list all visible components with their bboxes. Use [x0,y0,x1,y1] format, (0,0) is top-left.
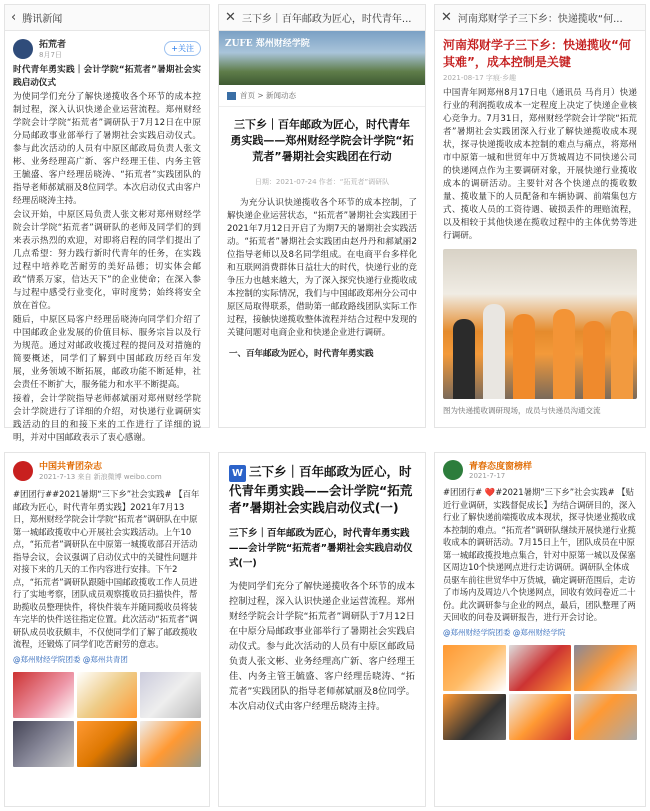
follow-button[interactable]: +关注 [164,41,201,56]
university-news-panel [218,4,426,428]
article-meta: 日期：2021-07-24 作者：“拓荒者”调研队 [254,178,390,186]
author-name[interactable]: 青春态度窗榜样 [469,462,533,472]
photo-thumb[interactable] [443,694,506,740]
article-title: 三下乡｜百年邮政为匠心，时代青年勇实践——郑州财经学院会计学院“拓荒者”暑期社会实践团在行动 [230,118,414,163]
photo-thumb[interactable] [140,672,201,718]
post-date: 8月7日 [39,51,62,59]
article-body [5,64,209,445]
close-icon[interactable]: ✕ [441,10,452,25]
campus-banner [219,31,425,85]
platform-badge: W [229,465,246,482]
survey-photo [443,249,637,399]
author-row [5,31,209,64]
youth-net-panel [434,4,646,428]
post-date: 2021-7-17 [469,472,506,480]
paragraph: 为使同学们充分了解快递揽收各个环节的成本控制过程，深入认识快递企业运营流程。郑州财经学院会计学院“拓荒者”调研队于7月12日在中原分局邮政事业部举行了暑期社会实践启动仪式。参与此次活动的人员有中原区邮政局负责人张文彬、业务经理高广新、客户经理王佳、内务主管王毓盛、客户经理岳晓涛、“拓荒者”实践团队的指导老师郝斌丽及8位同学。本次启动仪式由客户经理岳晓涛主持。 [13,92,201,206]
photo-caption: 图为快递揽收调研现场，成员与快递员沟通交流 [443,406,601,415]
headline: 时代青年勇实践｜会计学院“拓荒者”暑期社会实践启动仪式 [13,65,201,88]
paragraph: 为使同学们充分了解快递揽收各个环节的成本控制过程，深入认识快递企业运营流程。郑州财经学院会计学院“拓荒者”调研队于7月12日在中原分局邮政事业部举行了暑期社会实践启动仪式。参与此次活动的人员有中原区邮政局负责人张文彬、业务经理高广新、客户经理王佳、内务主管王毓盛、客户经理岳晓涛、“拓荒者”实践团队的指导老师郝斌丽及8位同学。本次启动仪式由客户经理岳晓涛主持。 [229,581,415,712]
university-logo: ZUFE 郑州财经学院 [225,39,310,49]
paragraph: 中国青年网郑州8月17日电（通讯员 马肖月）快递行业的利润揽收成本一定程度上决定了快递企业核心竞争力。7月31日，郑州财经学院会计学院“拓荒者”暑期社会实践团深入行业了解快递揽收成本现状，探寻快递揽收成本控制的难点与痛点，将郑州市中原第一城和世贸年中万货城周边不同快递公司的快递网点作为主要调研对象，开展快递行业揽收成本的调研活动。主要针对各个快递点的揽收数量、揽收量下的人员配备和车辆协调、前端集包方式、揽收人员的工资待遇、破损丢件的理赔流程，以及相较于其他快递在揽收过程中的主体优势等进行调研。 [443,88,637,241]
photo-thumb[interactable] [509,645,572,691]
wechat-article-panel [218,452,426,807]
bar-title: 河南郑财学子三下乡：快递揽收“何... [457,14,623,25]
top-bar [435,5,645,31]
avatar[interactable] [443,460,463,480]
author-name[interactable]: 中国共青团杂志 [39,462,103,472]
paragraph: 接着，会计学院指导老师郝斌丽对郑州财经学院会计学院进行了详细的介绍，对快递行业调研实践活动的目的和接下来的工作进行了详细的说明，并对中国邮政表示了衷心感谢。 [13,394,201,443]
article-title: 河南郑财学子三下乡：快递揽收“何其难”，成本控制是关键 [443,38,631,69]
article-meta: 2021-08-17 字痕·乡趣 [443,74,517,82]
photo-thumb[interactable] [77,672,138,718]
photo-thumb[interactable] [77,721,138,767]
paragraph: 为充分认识快递揽收各个环节的成本控制，了解快递企业运营状态，“拓荒者”暑期社会实践团于2021年7月12日开启了为期7天的暑期社会实践活动。“拓荒者”暑期社会实践团由赵丹丹和郝斌丽2位指导老师以及8名同学组成。在电商平台多样化和互联网消费群体日益壮大的时代，快递行业的竞争压力也越来越大，为了深入探究快递行业揽收成本控制的实际情况，我们与中国邮政郑州分公司中原区局取得联系，借助第一邮政路线团队实际工作过程，接触快递揽收整体流程并结合过程中发现的关键问题对电商企业和快递企业进行调研。 [227,198,417,338]
bar-title: 三下乡｜百年邮政为匠心，时代青年... [241,14,412,25]
weibo-post-panel [4,452,210,807]
photo-grid [5,668,209,771]
article-body [219,579,425,714]
breadcrumb[interactable]: 首页 > 新闻动态 [219,85,425,107]
mentions[interactable]: @郑州财经学院团委 @郑州财经学院 [443,627,566,637]
photo-grid [435,641,645,744]
author-name[interactable]: 拓荒者 [39,40,67,50]
photo-thumb[interactable] [574,645,637,691]
article-subtitle: 三下乡｜百年邮政为匠心，时代青年勇实践——会计学院“拓荒者”暑期社会实践启动仪式(一) [229,528,413,569]
post-body: #团团行##2021暑期“三下乡”社会实践# 【百年邮政为匠心，时代青年勇实践】2021年7月13日，郑州财经学院会计学院“拓荒者”调研队在中原第一城邮政揽收中心开展社会实践活动。上午10点，“拓荒者”调研队在中原第一城揽收部召开活动指导会议，会议强调了启动仪式中的关键性问题并对接下来的几天的工作内容进行安排。下午2点，“拓荒者”调研队跟随中国邮政揽收工作人员进行了实地考察，团队成员观察揽收员扫描快件，帮助揽收员整理快件，将快件装车并随同揽收员将装车完毕的快件送往指定位置。此次活动“拓荒者”调研队成员收获颇丰，不仅使同学们了解了邮政揽收流程，还锻炼了同学们吃苦耐劳的意志。 [13,489,200,649]
article-body [435,87,645,243]
tencent-news-panel [4,4,210,443]
article-title: W 三下乡｜百年邮政为匠心，时代青年勇实践——会计学院“拓荒者”暑期社会实践启动仪式(一) [229,464,413,515]
photo-thumb[interactable] [13,721,74,767]
author-row [5,453,209,488]
avatar[interactable] [13,461,33,481]
top-bar [219,5,425,31]
paragraph: 会议开始，中原区局负责人张文彬对郑州财经学院会计学院“拓荒者”调研队的老师及同学们的到来表示热烈的欢迎，对即将启程的同学们提出了几点希望：努力践行新时代青年的任务，在实践过程中培养吃苦耐劳的美好品德；切实体会邮政“情系万家，信达天下”的企业使命；在深入参与过程中感受行业变化，审时度势；始终将安全放在首位。 [13,210,201,311]
bar-title: 腾讯新闻 [22,14,63,25]
post-date: 2021-7-13 来自 新浪微博 weibo.com [39,473,162,481]
mentions[interactable]: @郑州财经学院团委 @郑州共青团 [13,654,128,664]
section-heading: 一、百年邮政为匠心，时代青年勇实践 [229,349,374,359]
author-row [435,453,645,486]
photo-thumb[interactable] [443,645,506,691]
photo-thumb[interactable] [509,694,572,740]
avatar[interactable] [13,39,33,59]
photo-thumb[interactable] [140,721,201,767]
photo-thumb[interactable] [13,672,74,718]
back-icon[interactable]: ‹ [11,10,17,25]
home-icon [227,92,236,100]
close-icon[interactable]: ✕ [225,10,236,25]
post-body: #团团行# ❤️#2021暑期“三下乡”社会实践# 【贴近行业调研，实践督促成长】为结合调研目的，深入行业了解快递前端揽收成本现状，探寻快递业揽收成本控制的难点。“拓荒者”调研队继续开展快递行业揽收成本的调研活动。7月15日上午，团队成员在中原第一城邮政揽投地点集合，针对中原第一城以及保塞区周边10个快递网点进行走访调研。调研队全体成员驱车前往世贸华中万货城，确定调研范围后，走访了市场内及周边八个快递网点，回收有效问卷近二十份。此次调研参与企业的网点，最后，团队整理了两天回收的问卷及调研报告，进行开会讨论。 [443,487,636,622]
weibo-post-panel-2 [434,452,646,807]
top-bar [5,5,209,31]
photo-thumb[interactable] [574,694,637,740]
paragraph: 随后，中原区局客户经理岳晓涛向同学们介绍了中国邮政企业发展的价值目标、服务宗旨以及行为规范。通过对邮政收揽过程的提问及对措施的简要概述，同学们了解到中国邮政历经百年发展，业务领域不断拓展，邮政功能不断延伸，社会责任不断扩大，服务能力和水平不断提高。 [13,315,201,390]
article-body [219,197,425,340]
